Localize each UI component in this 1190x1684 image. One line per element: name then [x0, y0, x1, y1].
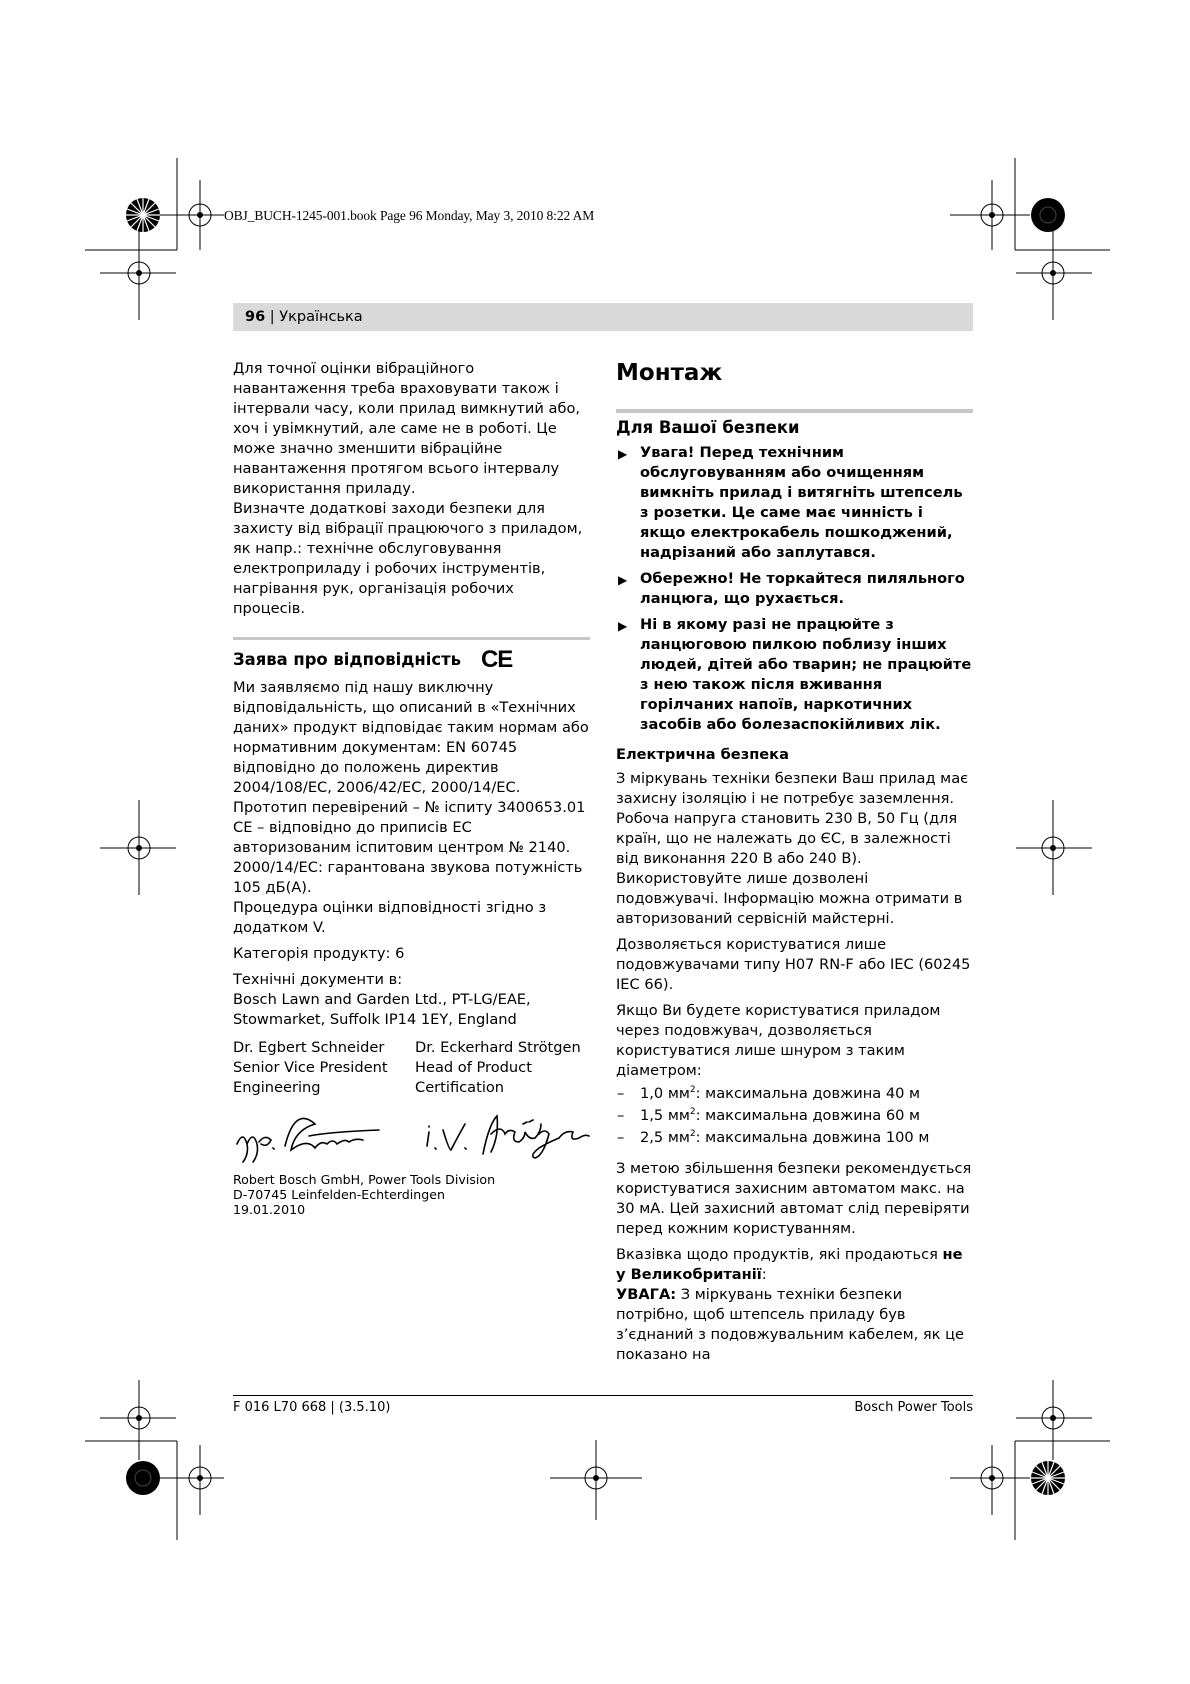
- registration-mark-bottom-left: [126, 1461, 160, 1495]
- left-column: [233, 359, 590, 1217]
- registration-mark-top-right: [1031, 198, 1065, 232]
- ce-mark-icon: CE: [480, 646, 513, 673]
- list-item: [616, 1105, 973, 1127]
- uk-note-bold: не у Великобританії: [616, 1246, 963, 1283]
- tech-docs-label: Технічні документи в:: [233, 971, 403, 988]
- signatures-image: [233, 1104, 590, 1166]
- registration-mark-top-left: [126, 198, 160, 232]
- noise-text: 2000/14/EC: гарантована звукова потужність 105 дБ(A).: [233, 859, 583, 896]
- safety-bullet: [616, 615, 973, 735]
- footer-brand: Bosch Power Tools: [854, 1400, 973, 1415]
- cord-length: : максимальна довжина 40 м: [695, 1085, 921, 1102]
- safety-heading: Для Вашої безпеки: [616, 418, 800, 437]
- vibration-paragraph-2: Визначте додаткові заходи безпеки для захисту від вібрації працюючого з приладом, як напр.: технічне обслуговування електроприладу і робочих інструментів, нагрівання рук, організація робочих процесів.: [233, 500, 583, 617]
- bullet-arrow-icon: ▶: [618, 447, 628, 461]
- warning-label: УВАГА:: [616, 1286, 677, 1303]
- cord-unit: мм: [667, 1085, 690, 1102]
- page-language: Українська: [279, 309, 363, 325]
- electrical-text: З міркувань техніки безпеки Ваш прилад має захисну ізоляцію і не потребує заземлення. Робоча напруга становить 230 В, 50 Гц (для країн, що не належать до ЄС, в залежності від виконання 220 В або 240 В). Використовуйте лише дозволені подовжувачі. Інформацію можна отримати в авторизований сервісній майстерні.: [616, 770, 969, 927]
- conformity-heading-row: [233, 646, 590, 674]
- warning-paragraph: [616, 1285, 973, 1365]
- cord-length: : максимальна довжина 60 м: [695, 1107, 921, 1124]
- cord-list: [616, 1083, 973, 1149]
- electrical-heading: Електрична безпека: [616, 746, 789, 763]
- cord-unit-exponent: 2: [689, 1107, 696, 1118]
- procedure-text: Процедура оцінки відповідності згідно з додатком V.: [233, 899, 547, 936]
- cord-size: 1,0: [640, 1085, 664, 1102]
- footer-rule: [233, 1395, 973, 1396]
- extension-text: Дозволяється користуватися лише подовжувачами типу H07 RN-F або IEC (60245 IEC 66).: [616, 936, 971, 993]
- category-text: Категорія продукту: 6: [233, 945, 405, 962]
- assembly-title: Монтаж: [616, 360, 723, 386]
- registration-mark-bottom-right: [1031, 1461, 1065, 1495]
- signer-1-title-2: Engineering: [233, 1079, 321, 1096]
- signer-1-name: Dr. Egbert Schneider: [233, 1039, 385, 1056]
- dash-bullet: –: [617, 1085, 625, 1102]
- cord-size: 2,5: [640, 1129, 664, 1146]
- company-line-2: D-70745 Leinfelden-Echterdingen: [233, 1187, 445, 1202]
- signer-2-title-1: Head of Product: [415, 1059, 532, 1076]
- tech-docs-address: Bosch Lawn and Garden Ltd., PT-LG/EAE, Stowmarket, Suffolk IP14 1EY, England: [233, 991, 531, 1028]
- vibration-paragraph-1: Для точної оцінки вібраційного навантаження треба враховувати також і інтервали часу, коли прилад вимкнутий або, хоч і увімкнутий, але саме не в роботі. Це може значно зменшити вібраційне навантаження протягом всього інтервалу використання приладу.: [233, 360, 581, 497]
- list-item: [616, 1127, 973, 1149]
- company-date: 19.01.2010: [233, 1202, 306, 1217]
- section-divider: [233, 637, 590, 640]
- uk-note-suffix: :: [761, 1266, 767, 1283]
- safety-bullet-2-text: Обережно! Не торкайтеся пиляльного ланцюга, що рухається.: [640, 570, 965, 607]
- warning-text: З міркувань техніки безпеки потрібно, щоб штепсель приладу був з’єднаний з подовжувальним кабелем, як це показано на: [616, 1286, 965, 1363]
- conformity-text: Ми заявляємо під нашу виключну відповідальність, що описаний в «Технічних даних» продукт відповідає таким нормам або нормативним документам: EN 60745 відповідно до положень директив 2004/108/EC, 2006/42/EC, 2000/14/EC.: [233, 679, 589, 796]
- cord-size: 1,5: [640, 1107, 664, 1124]
- print-header: OBJ_BUCH-1245-001.book Page 96 Monday, May 3, 2010 8:22 AM: [224, 208, 595, 223]
- cord-unit: мм: [667, 1107, 690, 1124]
- safety-bullet-1-text: Увага! Перед технічним обслуговуванням або очищенням вимкніть прилад і витягніть штепсель з розетки. Це саме має чинність і якщо електрокабель пошкоджений, надрізаний або заплутався.: [640, 444, 963, 561]
- cord-length: : максимальна довжина 100 м: [695, 1129, 930, 1146]
- safety-bullet: [616, 569, 973, 609]
- conformity-heading: Заява про відповідність: [233, 650, 461, 669]
- title-divider: [616, 409, 973, 413]
- page-bar-separator: |: [265, 309, 280, 325]
- bullet-arrow-icon: ▶: [618, 619, 628, 633]
- signer-1-title-1: Senior Vice President: [233, 1059, 388, 1076]
- dash-bullet: –: [617, 1129, 625, 1146]
- signers: [233, 1038, 590, 1098]
- cord-unit-exponent: 2: [689, 1129, 696, 1140]
- dash-bullet: –: [617, 1107, 625, 1124]
- rcd-text: З метою збільшення безпеки рекомендується користуватися захисним автоматом макс. на 30 мА. Цей захисний автомат слід перевіряти перед кожним користуванням.: [616, 1160, 972, 1237]
- cord-unit: мм: [667, 1129, 690, 1146]
- list-item: [616, 1083, 973, 1105]
- cord-unit-exponent: 2: [689, 1085, 696, 1096]
- page-header-bar: [233, 303, 973, 331]
- cord-text: Якщо Ви будете користуватися приладом через подовжувач, дозволяється користуватися лише шнуром з таким діаметром:: [616, 1002, 941, 1079]
- right-column: [616, 359, 973, 1365]
- signer-2-name: Dr. Eckerhard Strötgen: [415, 1039, 581, 1056]
- uk-note-prefix: Вказівка щодо продуктів, які продаються: [616, 1246, 943, 1263]
- bullet-arrow-icon: ▶: [618, 573, 628, 587]
- signer-2-title-2: Certification: [415, 1079, 505, 1096]
- safety-bullet: [616, 443, 973, 563]
- safety-bullet-3-text: Ні в якому разі не працюйте з ланцюговою пилкою поблизу інших людей, дітей або тварин; не працюйте з нею також після вживання горілчаних напоїв, наркотичних засобів або болезаспокійливих лік.: [640, 616, 972, 733]
- uk-note: [616, 1245, 973, 1285]
- footer-document-code: F 016 L70 668 | (3.5.10): [233, 1400, 391, 1415]
- prototype-text: Прототип перевірений – № іспиту 3400653.01 CE – відповідно до приписів ЕС авторизованим іспитовим центром № 2140.: [233, 799, 586, 856]
- signer-1: [233, 1038, 405, 1098]
- signer-2: [415, 1038, 590, 1098]
- page-number: 96: [245, 309, 266, 325]
- company-line-1: Robert Bosch GmbH, Power Tools Division: [233, 1172, 496, 1187]
